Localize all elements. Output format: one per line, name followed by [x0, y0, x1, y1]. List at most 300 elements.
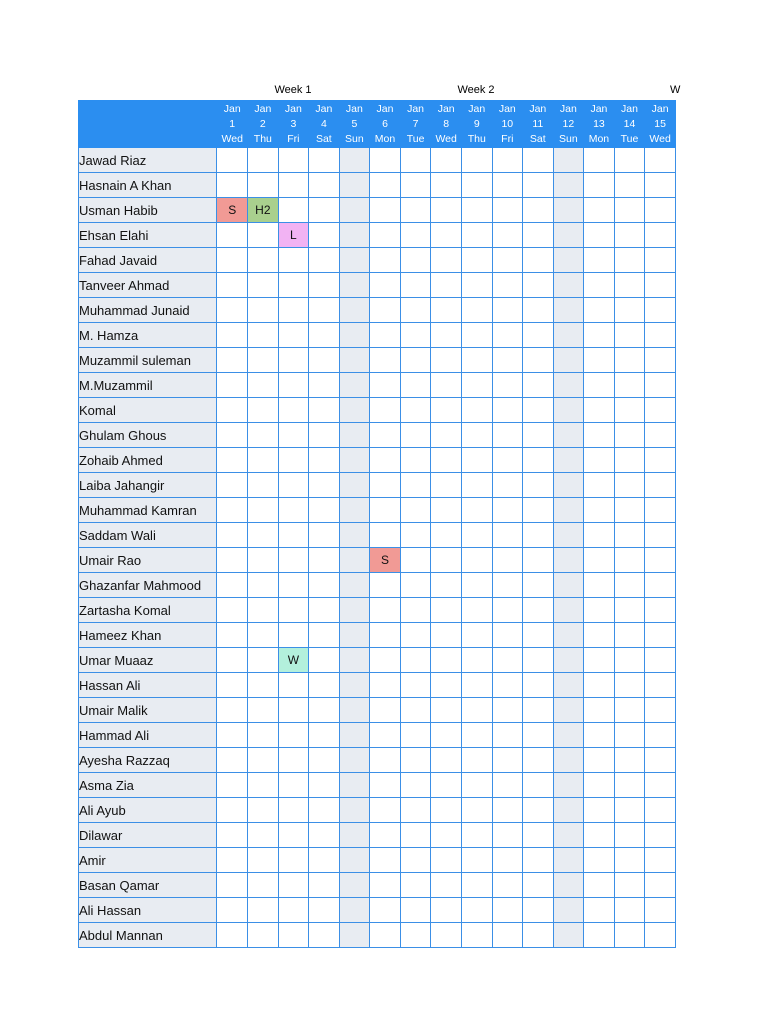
employee-name-cell[interactable]: Fahad Javaid	[79, 248, 217, 273]
day-cell[interactable]	[614, 648, 645, 673]
day-cell[interactable]	[431, 173, 462, 198]
day-cell[interactable]	[309, 848, 340, 873]
day-cell[interactable]	[431, 923, 462, 948]
day-cell[interactable]	[462, 923, 493, 948]
day-cell[interactable]	[523, 298, 554, 323]
day-cell[interactable]	[584, 923, 615, 948]
day-cell[interactable]	[248, 573, 279, 598]
day-cell[interactable]	[339, 198, 370, 223]
day-cell[interactable]	[523, 348, 554, 373]
day-cell[interactable]	[645, 773, 676, 798]
employee-name-cell[interactable]: Hasnain A Khan	[79, 173, 217, 198]
day-cell[interactable]	[278, 448, 309, 473]
day-cell[interactable]	[400, 423, 431, 448]
day-cell[interactable]	[309, 873, 340, 898]
day-cell[interactable]	[462, 148, 493, 173]
day-cell[interactable]	[431, 623, 462, 648]
day-cell[interactable]	[309, 573, 340, 598]
attendance-code-cell[interactable]: L	[278, 223, 309, 248]
day-cell[interactable]	[614, 673, 645, 698]
day-cell[interactable]	[553, 273, 584, 298]
day-cell[interactable]	[248, 773, 279, 798]
day-cell[interactable]	[462, 648, 493, 673]
day-cell[interactable]	[553, 348, 584, 373]
day-cell[interactable]	[462, 298, 493, 323]
day-cell[interactable]	[248, 323, 279, 348]
day-cell[interactable]	[523, 223, 554, 248]
day-cell[interactable]	[492, 198, 523, 223]
day-cell[interactable]	[278, 873, 309, 898]
day-cell[interactable]	[492, 273, 523, 298]
day-cell[interactable]	[584, 373, 615, 398]
day-cell[interactable]	[248, 273, 279, 298]
day-cell[interactable]	[645, 848, 676, 873]
day-cell[interactable]	[645, 273, 676, 298]
day-cell[interactable]	[645, 323, 676, 348]
day-cell[interactable]	[492, 248, 523, 273]
day-cell[interactable]	[645, 698, 676, 723]
day-cell[interactable]	[217, 598, 248, 623]
day-cell[interactable]	[431, 548, 462, 573]
day-cell[interactable]	[492, 673, 523, 698]
day-cell[interactable]	[614, 248, 645, 273]
day-cell[interactable]	[400, 848, 431, 873]
day-cell[interactable]	[614, 573, 645, 598]
day-cell[interactable]	[217, 548, 248, 573]
day-cell[interactable]	[400, 398, 431, 423]
day-cell[interactable]	[645, 723, 676, 748]
day-cell[interactable]	[614, 823, 645, 848]
day-cell[interactable]	[553, 373, 584, 398]
day-cell[interactable]	[339, 473, 370, 498]
day-cell[interactable]	[431, 223, 462, 248]
day-cell[interactable]	[248, 748, 279, 773]
day-cell[interactable]	[309, 823, 340, 848]
day-cell[interactable]	[492, 498, 523, 523]
day-cell[interactable]	[492, 873, 523, 898]
day-cell[interactable]	[339, 623, 370, 648]
day-cell[interactable]	[370, 448, 401, 473]
day-cell[interactable]	[309, 423, 340, 448]
day-cell[interactable]	[431, 798, 462, 823]
day-cell[interactable]	[584, 348, 615, 373]
day-cell[interactable]	[400, 873, 431, 898]
day-cell[interactable]	[584, 698, 615, 723]
day-cell[interactable]	[370, 473, 401, 498]
day-cell[interactable]	[339, 798, 370, 823]
day-cell[interactable]	[462, 173, 493, 198]
day-cell[interactable]	[248, 173, 279, 198]
day-cell[interactable]	[309, 248, 340, 273]
day-cell[interactable]	[553, 823, 584, 848]
day-cell[interactable]	[645, 523, 676, 548]
day-cell[interactable]	[248, 623, 279, 648]
day-cell[interactable]	[217, 623, 248, 648]
day-cell[interactable]	[339, 923, 370, 948]
day-cell[interactable]	[400, 573, 431, 598]
employee-name-cell[interactable]: Umar Muaaz	[79, 648, 217, 673]
day-cell[interactable]	[339, 148, 370, 173]
day-cell[interactable]	[309, 473, 340, 498]
day-cell[interactable]	[553, 623, 584, 648]
day-cell[interactable]	[370, 748, 401, 773]
day-cell[interactable]	[462, 773, 493, 798]
employee-name-cell[interactable]: Umair Malik	[79, 698, 217, 723]
day-cell[interactable]	[431, 573, 462, 598]
day-cell[interactable]	[553, 898, 584, 923]
day-cell[interactable]	[553, 173, 584, 198]
employee-name-cell[interactable]: Zohaib Ahmed	[79, 448, 217, 473]
day-cell[interactable]	[492, 523, 523, 548]
day-cell[interactable]	[584, 173, 615, 198]
day-cell[interactable]	[462, 523, 493, 548]
day-cell[interactable]	[462, 398, 493, 423]
day-cell[interactable]	[492, 148, 523, 173]
day-cell[interactable]	[370, 873, 401, 898]
day-cell[interactable]	[523, 773, 554, 798]
day-cell[interactable]	[370, 898, 401, 923]
day-cell[interactable]	[614, 598, 645, 623]
employee-name-cell[interactable]: Dilawar	[79, 823, 217, 848]
day-cell[interactable]	[523, 923, 554, 948]
day-cell[interactable]	[217, 798, 248, 823]
day-cell[interactable]	[248, 148, 279, 173]
day-cell[interactable]	[309, 273, 340, 298]
day-cell[interactable]	[339, 723, 370, 748]
day-cell[interactable]	[462, 248, 493, 273]
day-cell[interactable]	[278, 823, 309, 848]
day-cell[interactable]	[217, 323, 248, 348]
day-cell[interactable]	[614, 398, 645, 423]
day-cell[interactable]	[370, 923, 401, 948]
employee-name-cell[interactable]: Muzammil suleman	[79, 348, 217, 373]
day-cell[interactable]	[584, 823, 615, 848]
day-cell[interactable]	[370, 173, 401, 198]
employee-name-cell[interactable]: M. Hamza	[79, 323, 217, 348]
day-cell[interactable]	[584, 148, 615, 173]
day-cell[interactable]	[339, 448, 370, 473]
day-cell[interactable]	[400, 473, 431, 498]
day-cell[interactable]	[278, 373, 309, 398]
day-cell[interactable]	[614, 748, 645, 773]
day-cell[interactable]	[523, 598, 554, 623]
day-cell[interactable]	[278, 673, 309, 698]
day-cell[interactable]	[370, 323, 401, 348]
day-cell[interactable]	[431, 148, 462, 173]
day-cell[interactable]	[339, 573, 370, 598]
day-cell[interactable]	[614, 523, 645, 548]
day-cell[interactable]	[278, 248, 309, 273]
day-cell[interactable]	[217, 448, 248, 473]
day-cell[interactable]	[339, 873, 370, 898]
attendance-code-cell[interactable]: H2	[248, 198, 279, 223]
day-cell[interactable]	[370, 698, 401, 723]
day-cell[interactable]	[614, 273, 645, 298]
day-cell[interactable]	[309, 323, 340, 348]
day-cell[interactable]	[645, 798, 676, 823]
day-cell[interactable]	[431, 598, 462, 623]
day-cell[interactable]	[523, 673, 554, 698]
day-cell[interactable]	[523, 373, 554, 398]
day-cell[interactable]	[370, 348, 401, 373]
day-cell[interactable]	[370, 423, 401, 448]
day-cell[interactable]	[492, 448, 523, 473]
day-cell[interactable]	[462, 373, 493, 398]
day-cell[interactable]	[645, 148, 676, 173]
day-cell[interactable]	[553, 773, 584, 798]
day-cell[interactable]	[309, 898, 340, 923]
day-cell[interactable]	[523, 398, 554, 423]
day-cell[interactable]	[431, 398, 462, 423]
day-cell[interactable]	[431, 198, 462, 223]
day-cell[interactable]	[523, 448, 554, 473]
day-cell[interactable]	[217, 148, 248, 173]
day-cell[interactable]	[370, 648, 401, 673]
day-cell[interactable]	[553, 248, 584, 273]
day-cell[interactable]	[400, 148, 431, 173]
day-cell[interactable]	[492, 923, 523, 948]
day-cell[interactable]	[400, 673, 431, 698]
day-cell[interactable]	[462, 823, 493, 848]
employee-name-cell[interactable]: Ali Hassan	[79, 898, 217, 923]
day-cell[interactable]	[400, 248, 431, 273]
employee-name-cell[interactable]: Jawad Riaz	[79, 148, 217, 173]
day-cell[interactable]	[645, 223, 676, 248]
day-cell[interactable]	[217, 748, 248, 773]
day-cell[interactable]	[553, 923, 584, 948]
day-cell[interactable]	[553, 298, 584, 323]
day-cell[interactable]	[309, 623, 340, 648]
day-cell[interactable]	[248, 523, 279, 548]
day-cell[interactable]	[462, 623, 493, 648]
day-cell[interactable]	[400, 923, 431, 948]
day-cell[interactable]	[645, 648, 676, 673]
day-cell[interactable]	[339, 273, 370, 298]
day-cell[interactable]	[309, 648, 340, 673]
day-cell[interactable]	[278, 598, 309, 623]
day-cell[interactable]	[278, 173, 309, 198]
day-cell[interactable]	[492, 298, 523, 323]
employee-name-cell[interactable]: M.Muzammil	[79, 373, 217, 398]
employee-name-cell[interactable]: Usman Habib	[79, 198, 217, 223]
day-cell[interactable]	[278, 348, 309, 373]
day-cell[interactable]	[614, 848, 645, 873]
day-cell[interactable]	[217, 773, 248, 798]
day-cell[interactable]	[370, 373, 401, 398]
day-cell[interactable]	[339, 673, 370, 698]
day-cell[interactable]	[614, 298, 645, 323]
day-cell[interactable]	[645, 423, 676, 448]
day-cell[interactable]	[431, 748, 462, 773]
day-cell[interactable]	[431, 423, 462, 448]
day-cell[interactable]	[431, 673, 462, 698]
day-cell[interactable]	[614, 798, 645, 823]
day-cell[interactable]	[309, 798, 340, 823]
day-cell[interactable]	[309, 398, 340, 423]
day-cell[interactable]	[339, 323, 370, 348]
day-cell[interactable]	[370, 298, 401, 323]
day-cell[interactable]	[431, 323, 462, 348]
day-cell[interactable]	[217, 873, 248, 898]
day-cell[interactable]	[462, 748, 493, 773]
day-cell[interactable]	[248, 423, 279, 448]
day-cell[interactable]	[339, 223, 370, 248]
day-cell[interactable]	[492, 698, 523, 723]
day-cell[interactable]	[614, 148, 645, 173]
day-cell[interactable]	[370, 773, 401, 798]
day-cell[interactable]	[400, 623, 431, 648]
employee-name-cell[interactable]: Amir	[79, 848, 217, 873]
day-cell[interactable]	[400, 373, 431, 398]
day-cell[interactable]	[278, 623, 309, 648]
attendance-code-cell[interactable]: W	[278, 648, 309, 673]
day-cell[interactable]	[248, 373, 279, 398]
day-cell[interactable]	[523, 198, 554, 223]
day-cell[interactable]	[645, 923, 676, 948]
day-cell[interactable]	[492, 473, 523, 498]
employee-name-cell[interactable]: Ghazanfar Mahmood	[79, 573, 217, 598]
day-cell[interactable]	[248, 598, 279, 623]
day-cell[interactable]	[339, 248, 370, 273]
day-cell[interactable]	[492, 423, 523, 448]
day-cell[interactable]	[523, 898, 554, 923]
day-cell[interactable]	[217, 423, 248, 448]
day-cell[interactable]	[370, 523, 401, 548]
day-cell[interactable]	[217, 823, 248, 848]
day-cell[interactable]	[339, 823, 370, 848]
day-cell[interactable]	[339, 648, 370, 673]
attendance-code-cell[interactable]: S	[370, 548, 401, 573]
day-cell[interactable]	[645, 498, 676, 523]
day-cell[interactable]	[278, 148, 309, 173]
day-cell[interactable]	[370, 248, 401, 273]
day-cell[interactable]	[400, 748, 431, 773]
day-cell[interactable]	[248, 298, 279, 323]
day-cell[interactable]	[584, 198, 615, 223]
day-cell[interactable]	[492, 748, 523, 773]
day-cell[interactable]	[217, 348, 248, 373]
day-cell[interactable]	[645, 373, 676, 398]
day-cell[interactable]	[217, 898, 248, 923]
day-cell[interactable]	[217, 298, 248, 323]
day-cell[interactable]	[492, 773, 523, 798]
day-cell[interactable]	[523, 473, 554, 498]
day-cell[interactable]	[614, 348, 645, 373]
employee-name-cell[interactable]: Zartasha Komal	[79, 598, 217, 623]
day-cell[interactable]	[614, 423, 645, 448]
day-cell[interactable]	[278, 298, 309, 323]
employee-name-cell[interactable]: Basan Qamar	[79, 873, 217, 898]
day-cell[interactable]	[584, 873, 615, 898]
day-cell[interactable]	[614, 623, 645, 648]
day-cell[interactable]	[614, 723, 645, 748]
day-cell[interactable]	[431, 823, 462, 848]
day-cell[interactable]	[217, 173, 248, 198]
day-cell[interactable]	[645, 873, 676, 898]
employee-name-cell[interactable]: Saddam Wali	[79, 523, 217, 548]
day-cell[interactable]	[370, 848, 401, 873]
day-cell[interactable]	[614, 323, 645, 348]
day-cell[interactable]	[462, 673, 493, 698]
day-cell[interactable]	[523, 523, 554, 548]
day-cell[interactable]	[400, 898, 431, 923]
day-cell[interactable]	[400, 823, 431, 848]
day-cell[interactable]	[584, 573, 615, 598]
day-cell[interactable]	[248, 873, 279, 898]
day-cell[interactable]	[217, 398, 248, 423]
day-cell[interactable]	[248, 448, 279, 473]
day-cell[interactable]	[492, 348, 523, 373]
day-cell[interactable]	[523, 823, 554, 848]
day-cell[interactable]	[492, 723, 523, 748]
day-cell[interactable]	[462, 598, 493, 623]
day-cell[interactable]	[309, 598, 340, 623]
day-cell[interactable]	[431, 848, 462, 873]
day-cell[interactable]	[217, 923, 248, 948]
attendance-code-cell[interactable]: S	[217, 198, 248, 223]
day-cell[interactable]	[400, 698, 431, 723]
day-cell[interactable]	[309, 173, 340, 198]
day-cell[interactable]	[553, 148, 584, 173]
day-cell[interactable]	[614, 223, 645, 248]
day-cell[interactable]	[431, 523, 462, 548]
day-cell[interactable]	[462, 498, 493, 523]
day-cell[interactable]	[278, 748, 309, 773]
day-cell[interactable]	[553, 498, 584, 523]
day-cell[interactable]	[523, 548, 554, 573]
employee-name-cell[interactable]: Abdul Mannan	[79, 923, 217, 948]
employee-name-cell[interactable]: Laiba Jahangir	[79, 473, 217, 498]
day-cell[interactable]	[339, 348, 370, 373]
day-cell[interactable]	[492, 398, 523, 423]
day-cell[interactable]	[400, 598, 431, 623]
day-cell[interactable]	[309, 373, 340, 398]
day-cell[interactable]	[400, 173, 431, 198]
day-cell[interactable]	[278, 573, 309, 598]
day-cell[interactable]	[462, 423, 493, 448]
day-cell[interactable]	[248, 248, 279, 273]
day-cell[interactable]	[370, 398, 401, 423]
day-cell[interactable]	[523, 323, 554, 348]
day-cell[interactable]	[462, 223, 493, 248]
day-cell[interactable]	[492, 848, 523, 873]
day-cell[interactable]	[217, 698, 248, 723]
day-cell[interactable]	[462, 198, 493, 223]
day-cell[interactable]	[492, 323, 523, 348]
day-cell[interactable]	[584, 898, 615, 923]
employee-name-cell[interactable]: Komal	[79, 398, 217, 423]
day-cell[interactable]	[645, 548, 676, 573]
day-cell[interactable]	[614, 198, 645, 223]
day-cell[interactable]	[217, 523, 248, 548]
employee-name-cell[interactable]: Umair Rao	[79, 548, 217, 573]
day-cell[interactable]	[584, 723, 615, 748]
day-cell[interactable]	[553, 723, 584, 748]
employee-name-cell[interactable]: Ayesha Razzaq	[79, 748, 217, 773]
day-cell[interactable]	[278, 548, 309, 573]
day-cell[interactable]	[462, 798, 493, 823]
day-cell[interactable]	[309, 198, 340, 223]
day-cell[interactable]	[248, 923, 279, 948]
day-cell[interactable]	[614, 473, 645, 498]
employee-name-cell[interactable]: Hameez Khan	[79, 623, 217, 648]
day-cell[interactable]	[492, 598, 523, 623]
day-cell[interactable]	[584, 848, 615, 873]
day-cell[interactable]	[278, 198, 309, 223]
day-cell[interactable]	[339, 898, 370, 923]
day-cell[interactable]	[309, 923, 340, 948]
day-cell[interactable]	[553, 198, 584, 223]
